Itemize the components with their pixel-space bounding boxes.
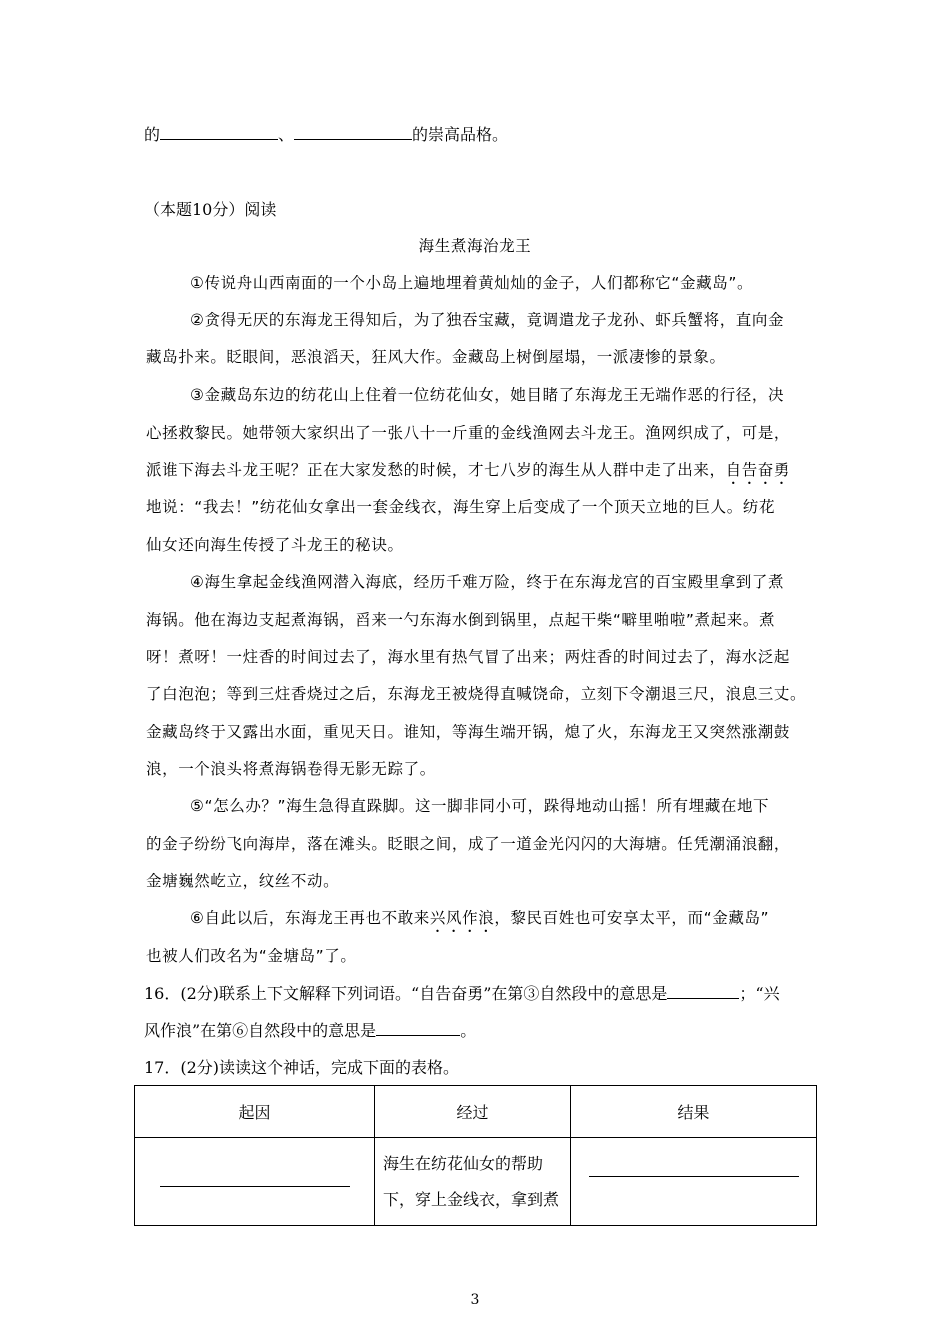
story-line: 呀！煮呀！一炷香的时间过去了，海水里有热气冒了出来；两炷香的时间过去了，海水泛起 <box>146 648 791 666</box>
question-16-text: 。 <box>460 1021 477 1040</box>
process-line: 下，穿上金线衣，拿到煮 <box>383 1189 560 1209</box>
story-line: ③金藏岛东边的纺花山上住着一位纺花仙女，她目睹了东海龙王无端作恶的行径，决 <box>190 386 785 404</box>
story-line: 也被人们改名为“金塘岛”了。 <box>146 947 357 965</box>
story-line <box>146 460 790 488</box>
answer-blank[interactable] <box>667 984 739 999</box>
emphasized-word: 自告奋勇 <box>725 461 791 479</box>
story-line: ②贪得无厌的东海龙王得知后，为了独吞宝藏，竟调遣龙子龙孙、虾兵蟹将，直向金 <box>190 311 785 329</box>
page-number: 3 <box>470 1292 480 1308</box>
question-17-text: 17．(2分)读读这个神话，完成下面的表格。 <box>144 1058 460 1077</box>
table-header-cell: 结果 <box>571 1086 817 1138</box>
table-row <box>135 1138 817 1226</box>
top-line-prefix: 的 <box>144 125 161 144</box>
story-line: 金藏岛终于又露出水面，重见天日。谁知，等海生端开锅，熄了火，东海龙王又突然涨潮鼓 <box>146 723 791 741</box>
story-line <box>190 908 769 936</box>
story-line: 心拯救黎民。她带领大家织出了一张八十一斤重的金线渔网去斗龙王。渔网织成了，可是， <box>146 424 791 442</box>
answer-blank[interactable] <box>294 125 412 140</box>
story-line-text: ，黎民百姓也可安享太平，而“金藏岛” <box>494 909 770 927</box>
answer-blank[interactable] <box>160 1186 350 1187</box>
question-16-line-2 <box>144 1021 476 1041</box>
story-line: ④海生拿起金线渔网潜入海底，经历千难万险，终于在东海龙宫的百宝殿里拿到了煮 <box>190 573 785 591</box>
question-16-text: 16．(2分)联系上下文解释下列词语。“自告奋勇”在第③自然段中的意思是 <box>144 984 668 1003</box>
process-cell <box>375 1138 571 1226</box>
question-16-text: 风作浪”在第⑥自然段中的意思是 <box>144 1021 377 1040</box>
story-line: 仙女还向海生传授了斗龙王的秘诀。 <box>146 536 404 554</box>
story-line: ①传说舟山西南面的一个小岛上遍地埋着黄灿灿的金子，人们都称它“金藏岛”。 <box>190 274 754 292</box>
story-title: 海生煮海治龙王 <box>418 237 532 255</box>
question-16-line-1 <box>144 984 780 1004</box>
table-header-row <box>135 1086 817 1138</box>
top-fill-line <box>144 125 508 145</box>
process-line: 海生在纺花仙女的帮助 <box>383 1153 544 1173</box>
answer-blank[interactable] <box>160 125 278 140</box>
answer-blank[interactable] <box>376 1021 460 1036</box>
story-line: 浪，一个浪头将煮海锅卷得无影无踪了。 <box>146 760 436 778</box>
top-line-suffix: 的崇高品格。 <box>412 125 509 144</box>
story-line: 金塘巍然屹立，纹丝不动。 <box>146 872 340 890</box>
story-line: 海锅。他在海边支起煮海锅，舀来一勺东海水倒到锅里，点起干柴“噼里啪啦”煮起来。煮 <box>146 611 776 629</box>
top-line-separator: 、 <box>278 125 295 144</box>
section-header: （本题10分）阅读 <box>144 200 277 219</box>
story-line: ⑤“怎么办？”海生急得直跺脚。这一脚非同小可，跺得地动山摇！所有埋藏在地下 <box>190 797 770 815</box>
cause-cell[interactable] <box>135 1138 375 1226</box>
story-line: 地说：“我去！”纺花仙女拿出一套金线衣，海生穿上后变成了一个顶天立地的巨人。纺花 <box>146 498 776 516</box>
result-cell[interactable] <box>571 1138 817 1226</box>
answer-blank[interactable] <box>589 1176 799 1177</box>
story-line: 的金子纷纷飞向海岸，落在滩头。眨眼之间，成了一道金光闪闪的大海塘。任凭潮涌浪翻， <box>146 835 791 853</box>
question-16-text: ；“兴 <box>739 984 780 1003</box>
table-header-cell: 经过 <box>375 1086 571 1138</box>
table-header-cell: 起因 <box>135 1086 375 1138</box>
story-line-text: ⑥自此以后，东海龙王再也不敢来 <box>190 909 430 927</box>
story-line: 藏岛扑来。眨眼间，恶浪滔天，狂风大作。金藏岛上树倒屋塌，一派凄惨的景象。 <box>146 348 726 366</box>
answer-table <box>134 1085 817 1226</box>
emphasized-word: 兴风作浪 <box>429 909 495 927</box>
story-line: 了白泡泡；等到三炷香烧过之后，东海龙王被烧得直喊饶命，立刻下令潮退三尺，浪息三丈。 <box>146 685 807 703</box>
story-line-text: 派谁下海去斗龙王呢？正在大家发愁的时候，才七八岁的海生从人群中走了出来， <box>146 461 726 479</box>
